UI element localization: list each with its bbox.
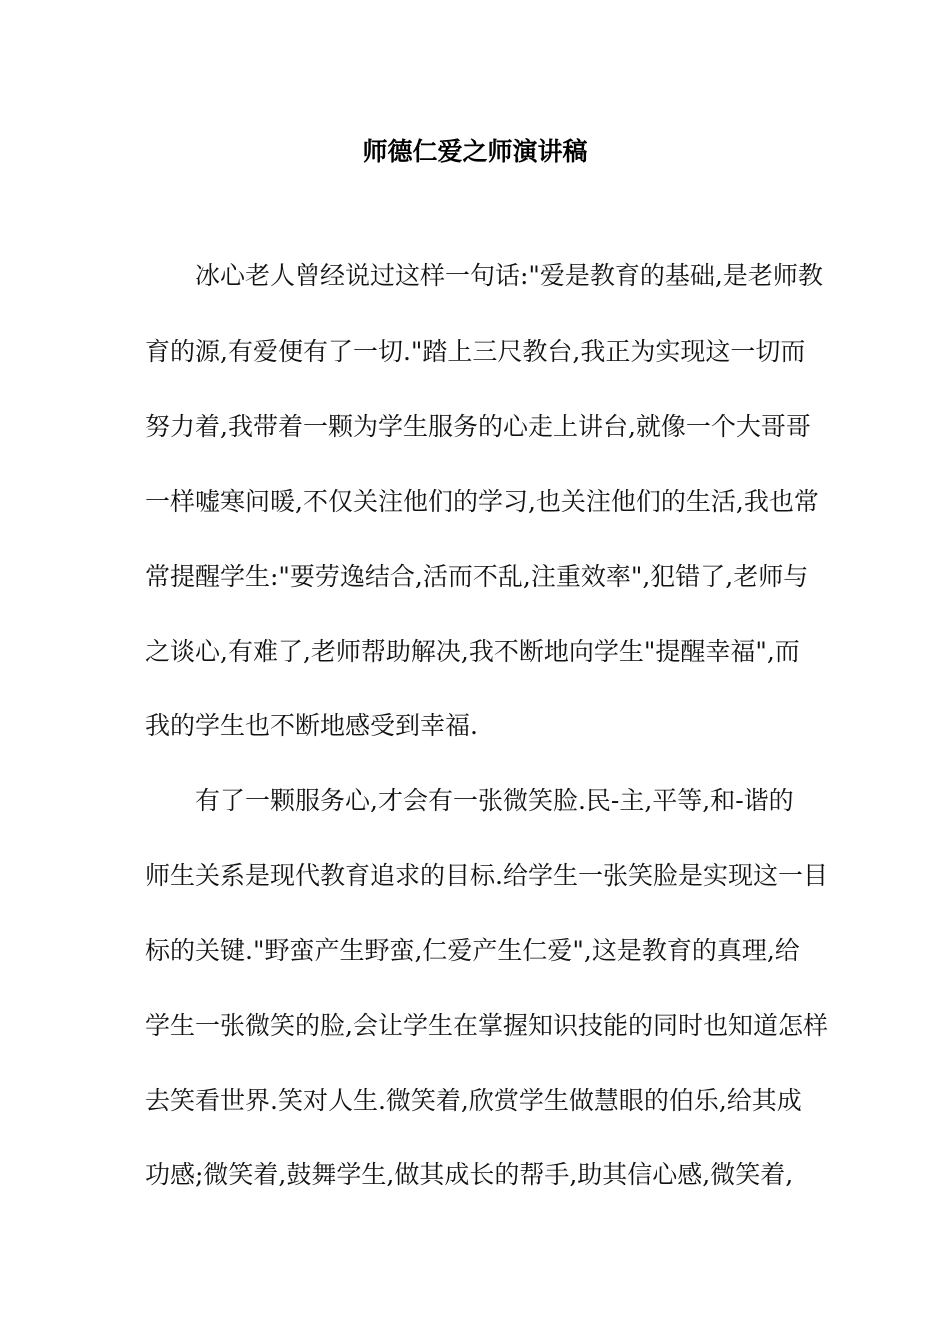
text-line: 之谈心,有难了,老师帮助解决,我不断地向学生"提醒幸福",而 [145,637,800,666]
text-line: 去笑看世界.笑对人生.微笑着,欣赏学生做慧眼的伯乐,给其成 [145,1086,802,1115]
text-line: 冰心老人曾经说过这样一句话:"爱是教育的基础,是老师教 [145,261,823,290]
text-line: 常提醒学生:"要劳逸结合,活而不乱,注重效率",犯错了,老师与 [145,562,809,591]
text-line: 育的源,有爱便有了一切."踏上三尺教台,我正为实现这一切而 [145,337,806,366]
document-title: 师德仁爱之师演讲稿 [362,137,588,166]
text-line: 一样嘘寒问暖,不仅关注他们的学习,也关注他们的生活,我也常 [145,487,819,516]
text-line: 师生关系是现代教育追求的目标.给学生一张笑脸是实现这一目 [145,861,828,890]
text-line: 我的学生也不断地感受到幸福. [145,711,478,740]
text-line: 努力着,我带着一颗为学生服务的心走上讲台,就像一个大哥哥 [145,412,811,441]
text-line: 标的关键."野蛮产生野蛮,仁爱产生仁爱",这是教育的真理,给 [145,936,800,965]
text-line: 学生一张微笑的脸,会让学生在掌握知识技能的同时也知道怎样 [145,1011,828,1040]
text-line: 功感;微笑着,鼓舞学生,做其成长的帮手,助其信心感,微笑着, [145,1160,794,1189]
text-line: 有了一颗服务心,才会有一张微笑脸.民-主,平等,和-谐的 [145,786,794,815]
